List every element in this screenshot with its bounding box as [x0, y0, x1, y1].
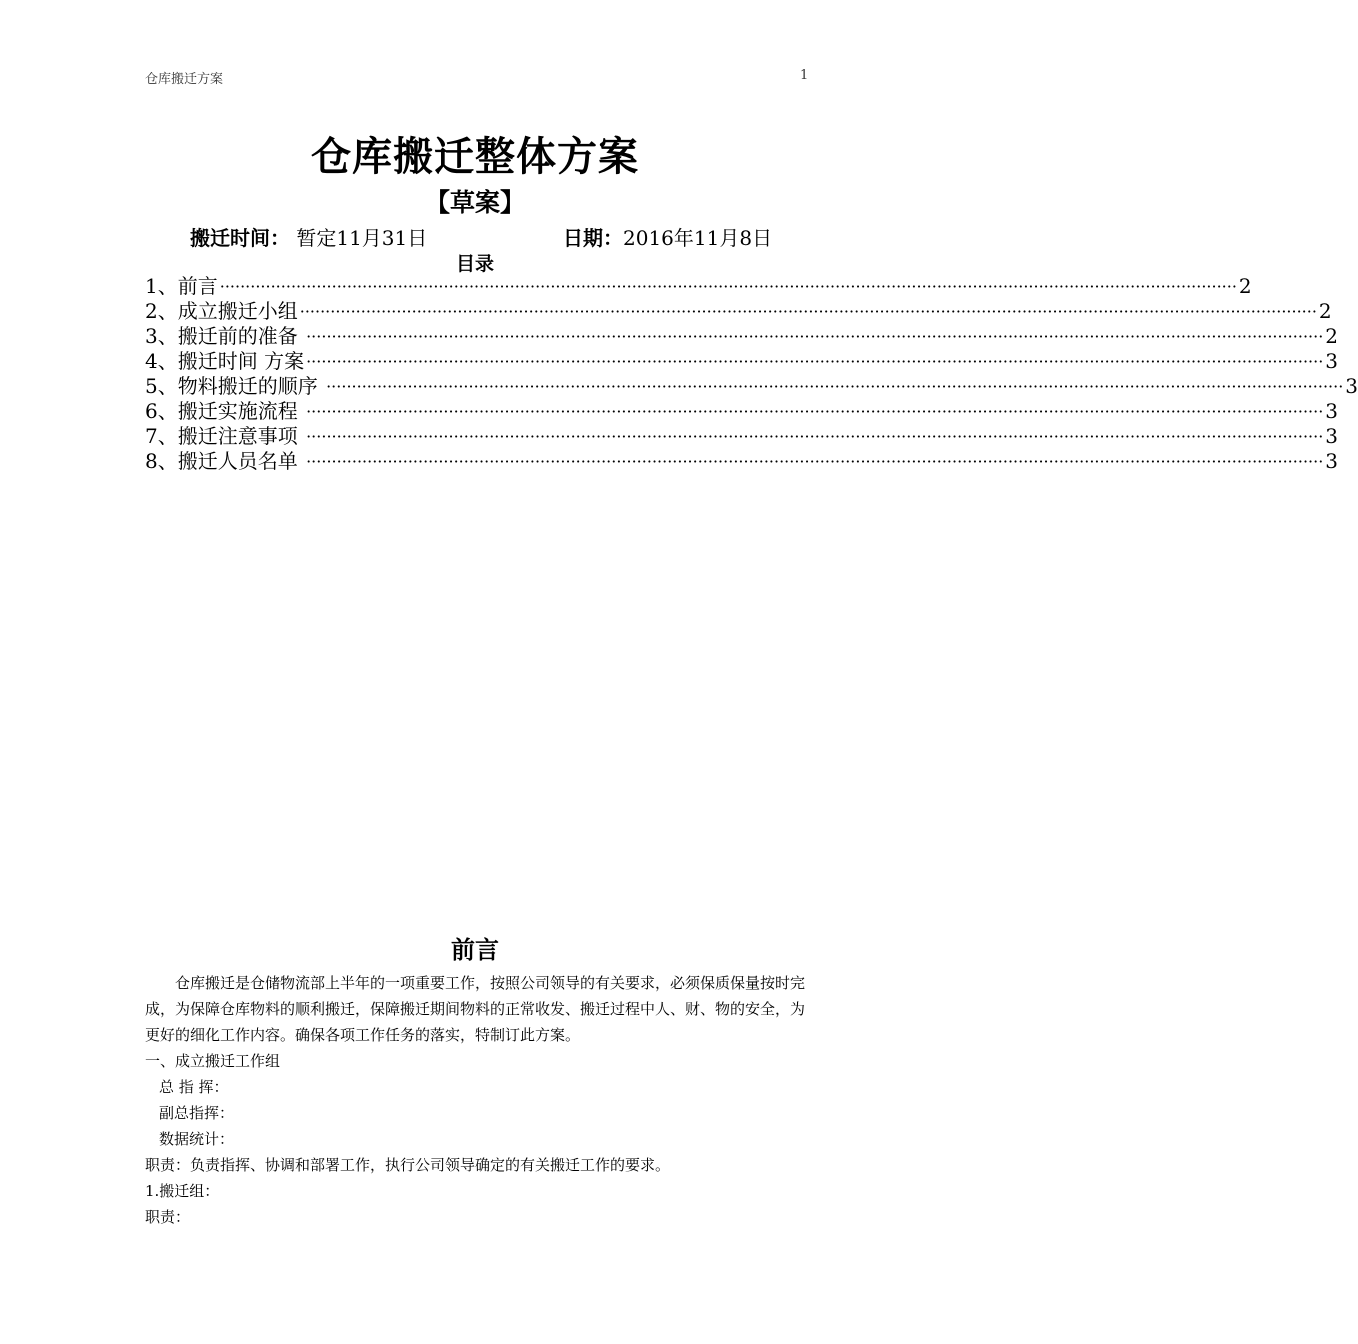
document-date-label: 日期： [563, 226, 623, 250]
toc-item[interactable] [145, 274, 1252, 299]
relocation-time-label: 搬迁时间： [190, 226, 290, 250]
document-date-value: 2016年11月8日 [623, 226, 773, 250]
running-header-title: 仓库搬迁方案 [145, 72, 224, 87]
toc-item-label: 2、成立搬迁小组 [145, 299, 298, 323]
toc-item[interactable] [145, 349, 1339, 374]
relocation-time-value: 暂定11月31日 [296, 226, 428, 250]
commander-line: 总 指 挥： [159, 1078, 229, 1096]
toc-item[interactable] [145, 299, 1332, 324]
preface-body [145, 970, 805, 1230]
toc-item-page: 3 [1325, 424, 1339, 448]
toc-leader-dots: ········································································································································································································ [306, 452, 1324, 471]
toc-item-page: 3 [1325, 349, 1339, 373]
toc-leader-dots: ········································································································································································································ [326, 377, 1344, 396]
document-subtitle: 【草案】 [424, 188, 525, 217]
group-heading: 1.搬迁组： [145, 1182, 220, 1200]
toc-item-page: 2 [1318, 299, 1332, 323]
duty-line: 职责：负责指挥、协调和部署工作，执行公司领导确定的有关搬迁工作的要求。 [145, 1156, 671, 1174]
toc-item-label: 7、搬迁注意事项 [145, 424, 305, 448]
toc-leader-dots: ········································································································································································································ [306, 402, 1324, 421]
toc-item-page: 2 [1325, 324, 1339, 348]
page-number: 1 [800, 68, 809, 83]
toc-item-page: 2 [1238, 274, 1252, 298]
preface-paragraph: 仓库搬迁是仓储物流部上半年的一项重要工作，按照公司领导的有关要求，必须保质保量按时完成，为保障仓库物料的顺利搬迁，保障搬迁期间物料的正常收发、搬迁过程中人、财、物的安全，为更好的细化工作内容。确保各项工作任务的落实，特制订此方案。 [145, 974, 806, 1044]
toc-item[interactable] [145, 399, 1339, 424]
toc-item-label: 8、搬迁人员名单 [145, 449, 305, 473]
document-date [563, 222, 772, 251]
preface-title: 前言 [451, 935, 499, 964]
toc-leader-dots: ········································································································································································································ [219, 277, 1237, 296]
toc-leader-dots: ········································································································································································································ [306, 327, 1324, 346]
toc-item[interactable] [145, 374, 1358, 399]
section-heading: 一、成立搬迁工作组 [145, 1052, 281, 1070]
toc-item[interactable] [145, 424, 1339, 449]
toc-title: 目录 [455, 253, 494, 275]
document-title: 仓库搬迁整体方案 [311, 133, 639, 180]
relocation-time [190, 222, 427, 251]
toc-item[interactable] [145, 324, 1339, 349]
toc-item-label: 5、物料搬迁的顺序 [145, 374, 325, 398]
toc-leader-dots: ········································································································································································································ [306, 427, 1324, 446]
toc-item-label: 6、搬迁实施流程 [145, 399, 305, 423]
toc-leader-dots: ········································································································································································································ [306, 352, 1324, 371]
toc-item-page: 3 [1345, 374, 1358, 398]
toc-item-page: 3 [1325, 449, 1339, 473]
table-of-contents [145, 274, 1358, 474]
toc-item-label: 4、搬迁时间 方案 [145, 349, 305, 373]
toc-item-label: 1、前言 [145, 274, 218, 298]
toc-leader-dots: ········································································································································································································ [299, 302, 1317, 321]
toc-item[interactable] [145, 449, 1339, 474]
toc-item-page: 3 [1325, 399, 1339, 423]
toc-item-label: 3、搬迁前的准备 [145, 324, 305, 348]
deputy-commander-line: 副总指挥： [159, 1104, 235, 1122]
group-duty-line: 职责： [145, 1208, 191, 1226]
data-stats-line: 数据统计： [159, 1130, 235, 1148]
